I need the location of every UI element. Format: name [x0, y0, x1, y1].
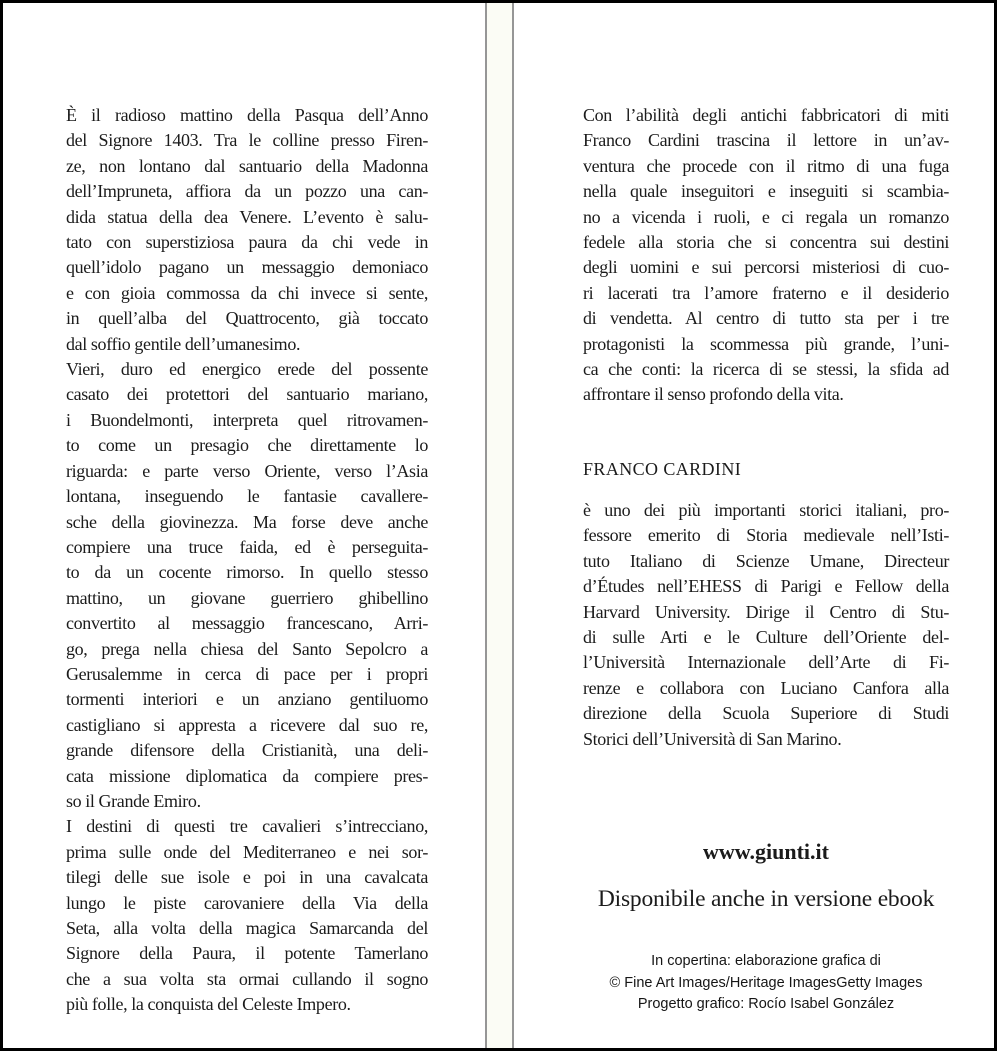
synopsis-line: cata missione diplomatica da compiere pres- — [66, 765, 428, 786]
synopsis-line: compiere una truce faida, ed è perseguita- — [66, 536, 428, 557]
synopsis-paragraph-2 — [66, 357, 428, 814]
bio-line: Storici dell’Università di San Marino. — [583, 728, 842, 749]
intro-line: di vendetta. Al centro di tutto sta per i tre — [583, 308, 949, 329]
left-page-synopsis — [66, 103, 428, 1018]
page-gutter — [485, 3, 514, 1048]
synopsis-line: in quell’alba del Quattrocento, già toccato — [66, 308, 428, 329]
synopsis-line: più folle, la conquista del Celeste Impero. — [66, 994, 351, 1015]
synopsis-line: È il radioso mattino della Pasqua dell’Anno — [66, 105, 428, 125]
intro-line: ca che conti: la ricerca di se stessi, la sfida ad — [583, 359, 949, 380]
bio-line: direzione della Scuola Superiore di Studi — [583, 703, 949, 724]
intro-line: ri lacerati tra l’amore fraterno e il desiderio — [583, 282, 949, 303]
author-name-heading: FRANCO CARDINI — [583, 459, 742, 479]
intro-line: fedele alla storia che si concentra sui destini — [583, 232, 949, 253]
synopsis-line: che a sua volta sta ormai cullando il sogno — [66, 968, 428, 989]
synopsis-line: so il Grande Emiro. — [66, 790, 201, 811]
cover-credits — [563, 951, 969, 1016]
synopsis-line: lungo le piste carovaniere della Via della — [66, 892, 428, 913]
synopsis-paragraph-3 — [66, 814, 428, 1017]
bio-line: l’Università Internazionale dell’Arte di Fi- — [583, 652, 949, 673]
ebook-availability-note: Disponibile anche in versione ebook — [597, 886, 935, 912]
synopsis-line: dida statua della dea Venere. L’evento è salu- — [66, 206, 428, 227]
synopsis-line: convertito al messaggio francescano, Arri- — [66, 613, 428, 634]
bio-line: tuto Italiano di Scienze Umane, Directeur — [583, 550, 949, 571]
synopsis-line: prima sulle onde del Mediterraneo e nei sor- — [66, 841, 428, 862]
bio-line: Harvard University. Dirige il Centro di Stu- — [583, 601, 949, 622]
intro-line: nella quale inseguitori e inseguiti si scambia- — [583, 181, 949, 202]
right-page-intro — [583, 103, 949, 408]
credit-line: Progetto grafico: Rocío Isabel González — [637, 996, 895, 1012]
synopsis-line: go, prega nella chiesa del Santo Sepolcro a — [66, 638, 428, 659]
synopsis-line: dell’Impruneta, affiora da un pozzo una can- — [66, 181, 428, 202]
synopsis-line: Vieri, duro ed energico erede del possente — [66, 359, 428, 380]
bio-line: fessore emerito di Storia medievale nell’Isti- — [583, 525, 949, 546]
synopsis-line: tato con superstiziosa paura da chi vede in — [66, 232, 428, 253]
intro-line: no a vicenda i ruoli, e ci regala un romanzo — [583, 206, 949, 227]
bio-line: renze e collabora con Luciano Canfora alla — [583, 677, 949, 698]
synopsis-line: quell’idolo pagano un messaggio demoniaco — [66, 257, 428, 278]
credit-line: In copertina: elaborazione grafica di — [651, 953, 881, 969]
credit-line: © Fine Art Images/Heritage ImagesGetty Images — [609, 974, 923, 991]
synopsis-line: to come un presagio che direttamente lo — [66, 435, 428, 456]
synopsis-line: to da un cocente rimorso. In quello stesso — [66, 562, 428, 583]
bio-line: d’Études nell’EHESS di Parigi e Fellow della — [583, 576, 949, 597]
synopsis-line: grande difensore della Cristianità, una deli- — [66, 740, 428, 761]
bio-line: è uno dei più importanti storici italiani, pro- — [583, 500, 949, 520]
synopsis-line: i Buondelmonti, interpreta quel ritrovamen- — [66, 409, 428, 430]
intro-line: ventura che procede con il ritmo di una fuga — [583, 155, 949, 176]
publisher-website: www.giunti.it — [703, 839, 829, 864]
synopsis-line: sche della giovinezza. Ma forse deve anche — [66, 511, 428, 532]
synopsis-line: Seta, alla volta della magica Samarcanda del — [66, 918, 428, 938]
synopsis-line: castigliano si appresta a ricevere dal suo re, — [66, 714, 428, 735]
synopsis-line: I destini di questi tre cavalieri s’intrecciano, — [66, 816, 428, 837]
author-bio — [583, 498, 949, 752]
synopsis-line: tormenti interiori e un anziano gentiluomo — [66, 689, 428, 710]
synopsis-line: Gerusalemme in cerca di pace per i propri — [66, 663, 428, 684]
synopsis-line: ze, non lontano dal santuario della Madonna — [66, 155, 428, 176]
synopsis-line: lontana, inseguendo le fantasie cavallere- — [66, 486, 428, 507]
intro-line: protagonisti la scommessa più grande, l’uni- — [583, 333, 949, 354]
synopsis-line: mattino, un giovane guerriero ghibellino — [66, 587, 428, 608]
synopsis-line: e con gioia commossa da chi invece si sente, — [66, 282, 428, 303]
intro-line: degli uomini e sui percorsi misteriosi di cuo- — [583, 257, 949, 278]
synopsis-line: del Signore 1403. Tra le colline presso Firen- — [66, 130, 428, 151]
synopsis-line: dal soffio gentile dell’umanesimo. — [66, 333, 301, 354]
intro-line: Franco Cardini trascina il lettore in un’av- — [583, 130, 949, 151]
synopsis-line: Signore della Paura, il potente Tamerlano — [66, 943, 428, 964]
synopsis-line: tilegi delle sue isole e poi in una cavalcata — [66, 867, 428, 888]
synopsis-paragraph-1 — [66, 103, 428, 357]
intro-line: affrontare il senso profondo della vita. — [583, 384, 844, 405]
synopsis-line: casato dei protettori del santuario mariano, — [66, 384, 428, 405]
intro-line: Con l’abilità degli antichi fabbricatori di miti — [583, 105, 949, 125]
synopsis-line: riguarda: e parte verso Oriente, verso l’Asia — [66, 460, 428, 481]
bio-line: di sulle Arti e le Culture dell’Oriente del- — [583, 627, 949, 648]
